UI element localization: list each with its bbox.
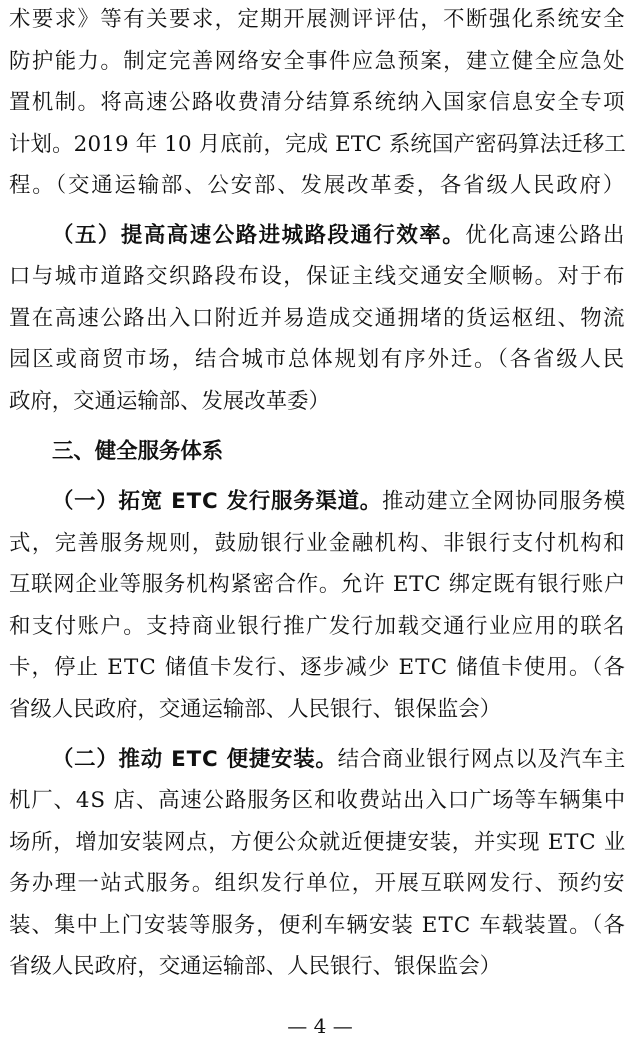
text-line: 防护能力。制定完善网络安全事件应急预案，建立健全应急处	[9, 49, 626, 74]
section-heading-inline: （二）推动 ETC 便捷安装。	[52, 747, 338, 772]
text-line: （一）拓宽 ETC 发行服务渠道。推动建立全网协同服务模	[0, 482, 640, 522]
text-line: 程。（交通运输部、公安部、发展改革委，各省级人民政府）	[9, 173, 626, 198]
section-heading-inline: （一）拓宽 ETC 发行服务渠道。	[52, 489, 382, 514]
text-line: 务办理一站式服务。组织发行单位，开展互联网发行、预约安	[9, 871, 626, 896]
text-line: 置机制。将高速公路收费清分结算系统纳入国家信息安全专项	[9, 90, 626, 115]
text-line: 装、集中上门安装等服务，便利车辆安装 ETC 车载装置。（各	[9, 913, 627, 938]
text-line: 和支付账户。支持商业银行推广发行加载交通行业应用的联名	[9, 614, 626, 639]
text-line: 互联网企业等服务机构紧密合作。允许 ETC 绑定既有银行账户	[9, 572, 626, 597]
text-line: 机厂、4S 店、高速公路服务区和收费站出入口广场等车辆集中	[9, 788, 626, 813]
text-line: 式，完善服务规则，鼓励银行业金融机构、非银行支付机构和	[9, 531, 626, 556]
text-line: 术要求》等有关要求，定期开展测评评估，不断强化系统安全	[9, 7, 626, 32]
text-line: （二）推动 ETC 便捷安装。结合商业银行网点以及汽车主	[0, 740, 640, 780]
text-line: 园区或商贸市场，结合城市总体规划有序外迁。（各省级人民	[9, 347, 626, 372]
text-line: （五）提高高速公路进城路段通行效率。优化高速公路出	[0, 216, 640, 256]
chapter-heading: 三、健全服务体系	[52, 439, 224, 464]
text-line: 政府，交通运输部、发展改革委）	[9, 389, 330, 414]
text-line: 置在高速公路出入口附近并易造成交通拥堵的货运枢纽、物流	[9, 306, 626, 331]
text-line: 口与城市道路交织路段布设，保证主线交通安全顺畅。对于布	[9, 264, 626, 289]
text-line: 计划。2019 年 10 月底前，完成 ETC 系统国产密码算法迁移工	[9, 132, 626, 157]
text-line: 卡，停止 ETC 储值卡发行、逐步减少 ETC 储值卡使用。（各	[9, 655, 626, 680]
section-heading-inline: （五）提高高速公路进城路段通行效率。	[52, 223, 466, 248]
text-line: 省级人民政府，交通运输部、人民银行、银保监会）	[9, 697, 501, 722]
text-line: 省级人民政府，交通运输部、人民银行、银保监会）	[9, 954, 501, 979]
text-line: 场所，增加安装网点，方便公众就近便捷安装，并实现 ETC 业	[9, 830, 626, 855]
page-number: — 4 —	[287, 1014, 353, 1038]
